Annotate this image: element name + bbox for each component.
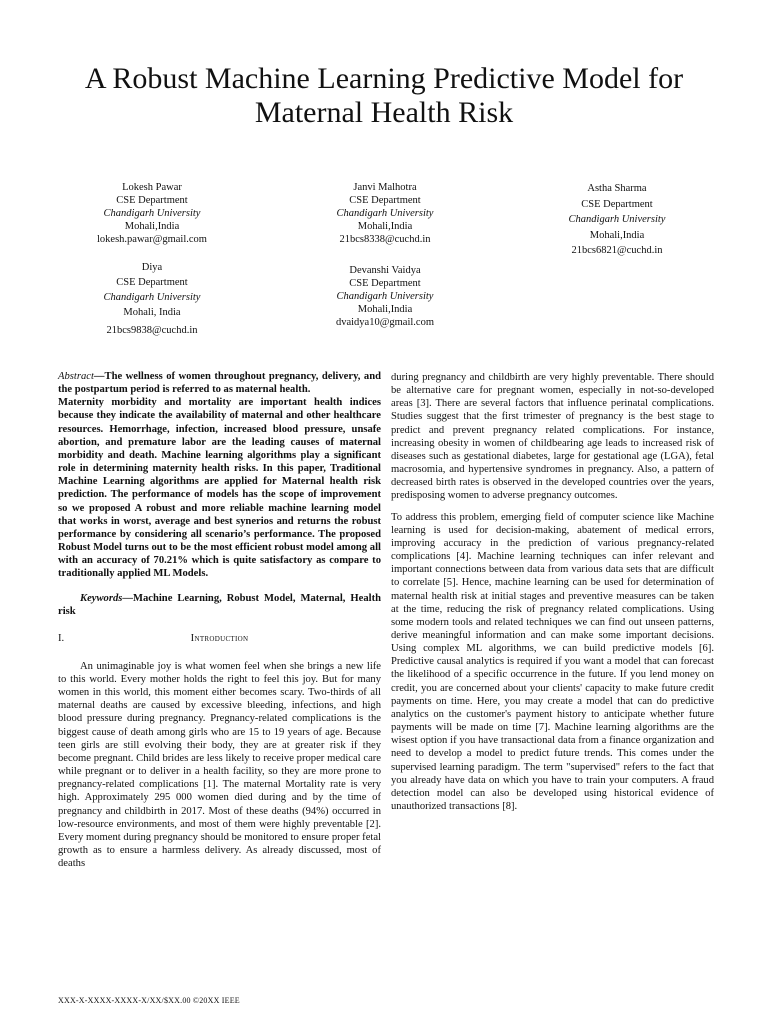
author-affiliation: Chandigarh University — [103, 292, 201, 303]
author-email: 21bcs8338@cuchd.in — [339, 234, 431, 245]
author-name: Janvi Malhotra — [353, 182, 417, 193]
author-location: Mohali,India — [357, 304, 413, 315]
author-email: 21bcs9838@cuchd.in — [106, 325, 198, 336]
author-location: Mohali, India — [123, 307, 181, 318]
section-title: Introduction — [190, 632, 249, 644]
intro-paragraph-continued: during pregnancy and childbirth are very highly preventable. There should be alternative care for pregnant women, especially in not-so-developed areas [3]. There are several factors that influence perinatal complications. Studies suggest that the first trimester of pregnancy is the best stage to predict and prevent pregnancy related complications. For instance, increasing obesity in women of childbearing age leads to increased risk of diseases such as gestational diabetes, large for gestational age (LGA), fetal macrosomia, and hypertensive syndromes in pregnancy. Also, a pattern of decreased birth rates is observed in the developed countries over the years, predisposing women to adverse pregnancy outcomes. — [391, 372, 714, 502]
author-email: 21bcs6821@cuchd.in — [571, 245, 663, 256]
paper-title-line-1: A Robust Machine Learning Predictive Model for — [84, 62, 684, 95]
author-affiliation: Chandigarh University — [336, 291, 434, 302]
author-name: Diya — [141, 262, 163, 273]
author-name: Lokesh Pawar — [122, 182, 182, 193]
author-name: Astha Sharma — [587, 183, 647, 194]
author-block-astha-sharma — [527, 181, 707, 259]
intro-paragraph-2: To address this problem, emerging field of computer science like Machine learning is used for decision-making, abatement of medical errors, improving accuracy in the prediction of various pregnancy-related complications [4]. Machine learning techniques can infer relevant and important connections between data from various data sets that are difficult to correlate [5]. Hence, machine learning can be used for determination of maternal health risk at initial stages and preventive measures can be taken at the time, reducing the risk of pregnancy related complications. Using some modern tools and related techniques we can find out unseen patterns, derive meaningful information and can make some important decisions. Using complex ML algorithms, we can build predictive models [6]. Predictive causal analytics is required if you want a model that can forecast the likelihood of a specific occurrence in the future. If you lend money on credit, you are concerned about your clients' capacity to make future credit payments on time. Here, you may create a model that can do predictive analytics on the customer's payment history to anticipate whether future payments will be made on time [7]. Machine learning algorithms are the wisest option if you have transactional data from a finance organization and need to develop a model to predict future trends. This comes under the supervised learning paradigm. The term "supervised" refers to the fact that you already have data on which you have to train your computers. A fraud detection model can also be developed using historical evidence of unauthorized transactions [8]. — [391, 511, 714, 812]
author-email: dvaidya10@gmail.com — [335, 317, 435, 328]
left-column — [58, 370, 381, 870]
author-location: Mohali,India — [357, 221, 413, 232]
section-heading-introduction — [58, 632, 381, 646]
author-block-devanshi-vaidya — [295, 264, 475, 329]
copyright-footer: XXX-X-XXXX-XXXX-X/XX/$XX.00 ©20XX IEEE — [58, 996, 240, 1005]
keywords-label: Keywords — [80, 592, 123, 604]
author-department: CSE Department — [349, 195, 421, 206]
abstract — [58, 370, 381, 396]
author-affiliation: Chandigarh University — [103, 208, 201, 219]
abstract-label: Abstract — [58, 371, 94, 382]
author-affiliation: Chandigarh University — [568, 214, 666, 225]
paper-title — [40, 62, 728, 130]
right-column — [391, 371, 714, 813]
author-block-diya — [62, 260, 242, 338]
keywords-list: —Machine Learning, Robust Model, Maternal, Health risk — [58, 592, 381, 617]
abstract-body: Maternity morbidity and mortality are important health indices because they indicate the availability of maternal and other healthcare resources. Hemorrhage, infection, increased blood pressure, unsafe abortion, and premature labor are the leading causes of maternal morbidity and death. Machine learning algorithms play a significant role in determining maternity health risks. In this paper, Traditional Machine Learning algorithms are applied for Maternal health risk prediction. The performance of models has the scope of improvement so we proposed A robust and more reliable machine learning model that works in worst, average and best synerios and returns the robust performance by considering all scenario’s performance. The proposed Robust Model turns out to be the most efficient robust model among all with an accuracy of 70.21% which is quite satisfactory as compare to traditionally applied ML Models. — [58, 397, 381, 580]
author-department: CSE Department — [116, 277, 188, 288]
author-department: CSE Department — [349, 278, 421, 289]
abstract-lead: —The wellness of women throughout pregnancy, delivery, and the postpartum period is referred to as maternal health. — [58, 371, 381, 396]
author-email: lokesh.pawar@gmail.com — [97, 234, 207, 245]
keywords — [58, 592, 381, 618]
author-department: CSE Department — [581, 198, 653, 210]
author-department: CSE Department — [116, 195, 188, 206]
author-location: Mohali,India — [589, 229, 645, 241]
intro-paragraph-1: An unimaginable joy is what women feel when she brings a new life to this world. Every mother holds the right to feel this joy. But for many women in this world, this moment either becomes scary. Two-thirds of all maternal deaths are caused by excessive bleeding, infections, and high blood pressure during pregnancy. Pregnancy-related complications is the biggest cause of death among girls who are 15 to 19 years of age. Because teen girls are still evolving their body, they are at greater risk if they become pregnant. Child brides are less likely to receive proper medical care while pregnant or to deliver in a health facility, so they are more prone to pregnancy-related complications [1]. The maternal Mortality rate is very high. Approximately 295 000 women died during and by the time of pregnancy and childbirth in 2017. Most of these deaths (94%) occurred in low-resource environments, and most of them were highly preventable [2]. Every moment during pregnancy should be monitored to ensure proper fetal growth as to ensure a harmless delivery. As already discussed, most of deaths — [58, 660, 381, 870]
author-location: Mohali,India — [124, 221, 180, 232]
author-block-janvi-malhotra — [295, 181, 475, 246]
author-block-lokesh-pawar — [62, 181, 242, 246]
author-name: Devanshi Vaidya — [349, 265, 421, 276]
paper-title-line-2: Maternal Health Risk — [254, 96, 514, 129]
section-number: I. — [58, 632, 65, 644]
author-affiliation: Chandigarh University — [336, 208, 434, 219]
